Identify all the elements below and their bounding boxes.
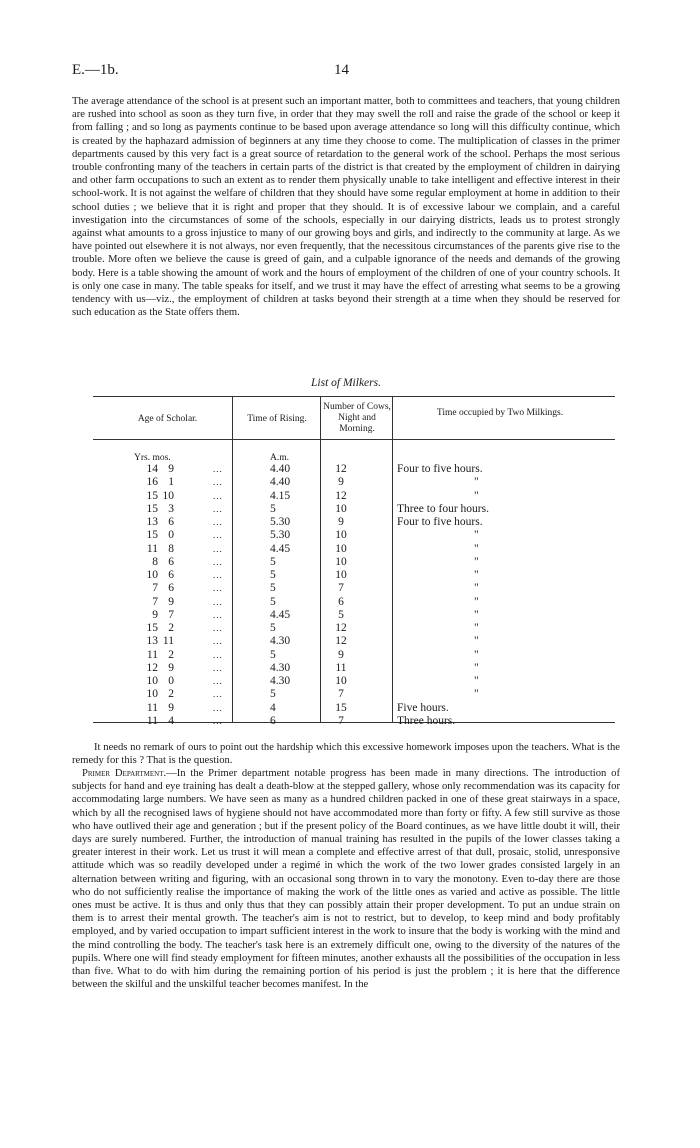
age-years-cell: 15 (146, 622, 158, 634)
rising-time-cell: 4 (270, 701, 276, 714)
cows-count-cell: 10 (335, 555, 347, 568)
age-months-cell: 2 (168, 648, 174, 661)
milking-time-cell: Five hours. (397, 701, 449, 714)
cows-count-cell: 12 (335, 489, 347, 502)
age-months-cell: 10 (162, 489, 174, 502)
rising-time-cell: 5.30 (270, 529, 291, 542)
rising-time-cell: 4.40 (270, 476, 291, 489)
rising-time-cell: 5 (270, 582, 276, 595)
age-months-cell: 2 (168, 688, 174, 701)
rising-time-cell: 5 (270, 569, 276, 581)
age-years-cell: 14 (146, 463, 158, 475)
table-caption: List of Milkers. (311, 377, 381, 389)
age-years-cell: 15 (146, 502, 158, 515)
rising-time-cell: 4.45 (270, 608, 291, 621)
table-header-rule (93, 439, 615, 440)
header-rising: Time of Rising. (247, 414, 307, 424)
cows-count-cell: 7 (338, 688, 344, 701)
age-years-cell: 12 (146, 661, 158, 674)
rising-time-cell: 4.30 (270, 661, 291, 674)
age-months-cell: 9 (168, 463, 174, 475)
rising-time-cell: 4.30 (270, 675, 291, 687)
rising-time-cell: 4.15 (270, 489, 291, 502)
leader-dots: ... (213, 517, 223, 527)
leader-dots: ... (213, 623, 223, 633)
cows-count-cell: 9 (338, 648, 344, 661)
leader-dots: ... (213, 477, 223, 488)
header-cows: Number of Cows, Night and Morning. (323, 402, 391, 434)
age-years-cell: 15 (146, 529, 158, 542)
milking-time-cell: " (474, 648, 479, 661)
cows-count-cell: 10 (335, 569, 347, 581)
age-years-cell: 9 (152, 608, 158, 621)
document-reference: E.—1b. (72, 62, 119, 78)
age-years-cell: 11 (146, 714, 158, 727)
rising-time-cell: 5 (270, 595, 276, 608)
leader-dots: ... (213, 464, 223, 474)
leader-dots: ... (213, 662, 223, 673)
leader-dots: ... (213, 543, 223, 554)
rising-time-cell: 5 (270, 688, 276, 701)
cows-count-cell: 7 (338, 714, 344, 727)
age-years-cell: 11 (146, 648, 158, 661)
leader-dots: ... (213, 596, 223, 607)
age-months-cell: 6 (168, 569, 174, 581)
leader-dots: ... (213, 715, 223, 726)
cows-count-cell: 10 (335, 502, 347, 515)
leader-dots: ... (213, 490, 223, 501)
header-age: Age of Scholar. (137, 414, 198, 424)
age-months-cell: 2 (168, 622, 174, 634)
age-years-cell: 16 (146, 476, 158, 489)
age-years-cell: 7 (152, 582, 158, 595)
header-milking: Time occupied by Two Milkings. (436, 408, 564, 418)
age-months-cell: 0 (168, 675, 174, 687)
rising-time-cell: 5 (270, 622, 276, 634)
milking-time-cell: " (474, 675, 479, 687)
rising-time-cell: 5 (270, 648, 276, 661)
remedy-paragraph: It needs no remark of ours to point out the hardship which this excessive homework imposes upon the teachers. What is the remedy for this ? That is the question. (72, 742, 620, 767)
milking-time-cell: " (474, 582, 479, 595)
age-years-cell: 7 (152, 595, 158, 608)
page-header (72, 62, 624, 82)
age-years-cell: 11 (146, 542, 158, 555)
milking-time-cell: " (474, 635, 479, 648)
cows-count-cell: 7 (338, 582, 344, 595)
milking-time-cell: " (474, 688, 479, 701)
milking-time-cell: " (474, 661, 479, 674)
cows-count-cell: 10 (335, 529, 347, 542)
leader-dots: ... (213, 556, 223, 567)
age-years-cell: 10 (146, 688, 158, 701)
milking-time-cell: Three hours. (397, 714, 456, 727)
milking-time-cell: Four to five hours. (397, 463, 483, 475)
leader-dots: ... (213, 689, 223, 700)
leader-dots: ... (213, 530, 223, 541)
age-years-cell: 10 (146, 675, 158, 687)
column-divider (392, 396, 393, 722)
primer-department-paragraph (72, 767, 620, 991)
age-years-cell: 15 (146, 489, 158, 502)
cows-count-cell: 10 (335, 675, 347, 687)
table-top-rule (93, 396, 615, 397)
rising-time-cell: 5 (270, 555, 276, 568)
age-months-cell: 3 (168, 502, 174, 515)
age-months-cell: 6 (168, 582, 174, 595)
cows-count-cell: 10 (335, 542, 347, 555)
milking-time-cell: " (474, 608, 479, 621)
age-years-cell: 13 (146, 635, 158, 648)
milking-time-cell: " (474, 489, 479, 502)
age-months-cell: 6 (168, 555, 174, 568)
age-years-cell: 13 (146, 516, 158, 528)
leader-dots: ... (213, 649, 223, 660)
age-months-cell: 4 (168, 714, 174, 727)
age-months-cell: 11 (162, 635, 174, 648)
age-years-cell: 8 (152, 555, 158, 568)
cows-count-cell: 15 (335, 701, 347, 714)
rising-time-cell: 4.30 (270, 635, 291, 648)
age-months-cell: 9 (168, 661, 174, 674)
cows-count-cell: 9 (338, 516, 344, 528)
leader-dots: ... (213, 609, 223, 620)
rising-time-cell: 4.40 (270, 463, 291, 475)
cows-count-cell: 5 (338, 608, 344, 621)
milking-time-cell: " (474, 529, 479, 542)
age-months-cell: 9 (168, 701, 174, 714)
rising-time-cell: 4.45 (270, 542, 291, 555)
age-years-cell: 11 (146, 701, 158, 714)
leader-dots: ... (213, 503, 223, 514)
milking-time-cell: " (474, 555, 479, 568)
leader-dots: ... (213, 570, 223, 580)
column-divider (320, 396, 321, 722)
age-months-cell: 6 (168, 516, 174, 528)
column-divider (232, 396, 233, 722)
age-months-cell: 9 (168, 595, 174, 608)
rising-time-cell: 5.30 (270, 516, 291, 528)
milking-time-cell: " (474, 542, 479, 555)
milking-time-cell: Four to five hours. (397, 516, 483, 528)
section-heading: Primer Department. (82, 768, 167, 779)
cows-count-cell: 12 (335, 463, 347, 475)
unit-age: Yrs. mos. (134, 453, 171, 463)
cows-count-cell: 12 (335, 635, 347, 648)
rising-time-cell: 6 (270, 714, 276, 727)
age-months-cell: 0 (168, 529, 174, 542)
age-years-cell: 10 (146, 569, 158, 581)
leader-dots: ... (213, 702, 223, 713)
cows-count-cell: 12 (335, 622, 347, 634)
age-months-cell: 7 (168, 608, 174, 621)
cows-count-cell: 11 (335, 661, 347, 674)
milking-time-cell: " (474, 476, 479, 489)
intro-paragraph: The average attendance of the school is at present such an important matter, both to committees and teachers, that young children are rushed into school as soon as they turn five, in order that they may swell the roll and raise the grade of the school or keep it from falling ; and so long as payments continue to be based upon average attendance so long will this difficulty continue, which is created by the haphazard admission of beginners at any time they choose to come. The multiplication of classes in the primer departments caused by this very fact is a great source of retardation to the general work of the school. Perhaps the most serious trouble confronting many of the teachers in certain parts of the district is that created by the employment of children in dairying and other farm occupations to such an extent as to render them physically unable to take intelligent and effective interest in their school-work. It is not against the welfare of children that they should have some regular employment at home in addition to their school duties ; we believe that it is right and proper that they should. It is of excessive labour we complain, and a careful investigation into the circumstances of some of the schools, especially in our dairying districts, leads us to protest strongly against what amounts to a gross injustice to many of our growing boys and girls, and indirectly to the community at large. As we have pointed out elsewhere it is not always, nor even frequently, that the necessitous circumstances of the parents give rise to the trouble. More often we believe the cause is greed of gain, and a culpable ignorance of the needs and demands of the growing body. Here is a table showing the amount of work and the hours of employment of the children of one of your country schools. It is only one case in many. The table speaks for itself, and we trust it may have the effect of arresting what seems to be a growing tendency with us—viz., the employment of children at tasks beyond their strength at a time when they should be reserved for such education as the State offers them. (72, 96, 620, 319)
cows-count-cell: 9 (338, 476, 344, 489)
cows-count-cell: 6 (338, 595, 344, 608)
milking-time-cell: " (474, 622, 479, 634)
leader-dots: ... (213, 636, 223, 647)
leader-dots: ... (213, 583, 223, 594)
leader-dots: ... (213, 676, 223, 686)
milking-time-cell: " (474, 569, 479, 581)
rising-time-cell: 5 (270, 502, 276, 515)
page-number: 14 (334, 62, 349, 78)
age-months-cell: 1 (168, 476, 174, 489)
age-months-cell: 8 (168, 542, 174, 555)
section-text: —In the Primer department notable progress has been made in many directions. The introduction of subjects for hand and eye training has dealt a death-blow at the stepped gallery, whose only recommendation was its capacity for accommodating large numbers. We have seen as many as a hundred children packed in one of these great stairways in a space, which by all the recognised laws of hygiene should not have accommodated more than forty or fifty. A few still survive as those who have outlived their age and generation ; but if the present policy of the Board continues, as we have little doubt it will, their days are surely numbered. Further, the introduction of manual training has resulted in the pupils of the lower classes taking a greater interest in their work. Let us trust it will mean a complete and effective arrest of that dull, prosaic, stolid, unresponsive attitude which was so readily developed under a regimé in which the work of the two lower grades consisted largely in an alternation between writing and figuring, with an occasional song thrown in to vary the monotony. Even to-day there are those who do not sufficiently realise the importance of making the work of the little ones as varied and active as possible. The little ones must be active. It is thus and only thus that they can possibly attain their proper development. To put an undue strain on them is to arrest their mental growth. The teacher's aim is not to restrict, but to develop, to keep mind and body profitably employed, and by varied occupation to impart sufficient interest in the work to insure that the body is working with the mind and the mind controlling the body. The teacher's task here is an extremely difficult one, owing to the diversity of the natures of the pupils. Where one will find steady employment for fifteen minutes, another exhausts all the possibilities of the occupation in less than five. What to do with him during the remaining portion of his period is just the problem ; it is here that the difference between the skilful and the unskilful teacher becomes manifest. In the (72, 768, 620, 991)
milking-time-cell: " (474, 595, 479, 608)
unit-rising: A.m. (270, 453, 289, 463)
milking-time-cell: Three to four hours. (397, 502, 489, 515)
